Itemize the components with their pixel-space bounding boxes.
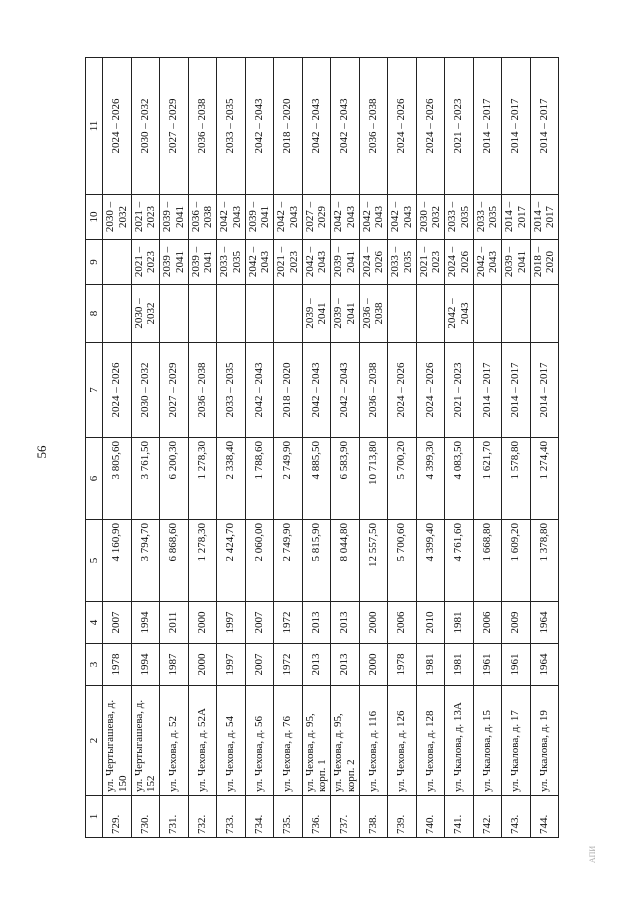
year-cell: 2013: [302, 602, 331, 644]
year-built-cell: 1978: [103, 644, 132, 686]
period-cell: 2036 – 2038: [359, 285, 388, 343]
period-cell: 2042 – 2043: [331, 343, 360, 438]
table-body: [103, 58, 559, 838]
header-cell: 11: [86, 58, 103, 195]
period-cell: 2021 – 2023: [445, 343, 474, 438]
address-cell: ул. Чертыгашева, д. 152: [131, 686, 160, 796]
period-cell: 2030 – 2032: [131, 343, 160, 438]
address-cell: ул. Чкалова, д. 19: [530, 686, 559, 796]
period-cell: 2042 – 2043: [245, 58, 274, 195]
period-cell: 2042 – 2043: [331, 58, 360, 195]
table-row: [416, 58, 445, 838]
total-area-cell: 1 278,30: [188, 520, 217, 602]
period-cell: 2039 – 2041: [245, 195, 274, 240]
table-row: [188, 58, 217, 838]
period-cell: 2042 – 2043: [388, 195, 417, 240]
total-area-cell: 5 700,60: [388, 520, 417, 602]
period-cell: 2018 – 2020: [274, 343, 303, 438]
total-area-cell: 8 044,80: [331, 520, 360, 602]
row-number: 737.: [331, 796, 360, 838]
period-cell: 2030 – 2032: [416, 195, 445, 240]
living-area-cell: 4 083,50: [445, 438, 474, 520]
row-number: 744.: [530, 796, 559, 838]
row-number: 729.: [103, 796, 132, 838]
row-number: 741.: [445, 796, 474, 838]
total-area-cell: 1 668,80: [473, 520, 502, 602]
address-cell: ул. Чехова, д. 95, корп. 1: [302, 686, 331, 796]
period-cell: 2039 – 2041: [331, 285, 360, 343]
period-cell: 2024 – 2026: [359, 240, 388, 285]
period-cell: [416, 285, 445, 343]
period-cell: 2036 – 2038: [359, 58, 388, 195]
table-row: [131, 58, 160, 838]
period-cell: 2039 – 2041: [302, 285, 331, 343]
address-cell: ул. Чехова, д. 128: [416, 686, 445, 796]
period-cell: 2027 – 2029: [160, 58, 189, 195]
row-number: 743.: [502, 796, 531, 838]
period-cell: [274, 285, 303, 343]
total-area-cell: 12 557,50: [359, 520, 388, 602]
period-cell: 2021 – 2023: [445, 58, 474, 195]
address-cell: ул. Чехова, д. 52А: [188, 686, 217, 796]
total-area-cell: 1 609,20: [502, 520, 531, 602]
address-cell: ул. Чехова, д. 116: [359, 686, 388, 796]
header-cell: 6: [86, 438, 103, 520]
row-number: 730.: [131, 796, 160, 838]
period-cell: 2033 – 2035: [388, 240, 417, 285]
year-cell: 2006: [473, 602, 502, 644]
living-area-cell: 3 761,50: [131, 438, 160, 520]
period-cell: 2039 – 2041: [188, 240, 217, 285]
period-cell: 2014 – 2017: [530, 195, 559, 240]
year-cell: 1964: [530, 602, 559, 644]
address-cell: ул. Чехова, д. 52: [160, 686, 189, 796]
row-number: 733.: [217, 796, 246, 838]
page-number: 56: [34, 445, 49, 459]
total-area-cell: 1 378,80: [530, 520, 559, 602]
rotated-table-container: [85, 58, 559, 838]
table-row: [217, 58, 246, 838]
year-cell: 1997: [217, 602, 246, 644]
table-row: [530, 58, 559, 838]
period-cell: 2039 – 2041: [160, 240, 189, 285]
year-built-cell: 1981: [445, 644, 474, 686]
period-cell: 2024 – 2026: [445, 240, 474, 285]
header-cell: 4: [86, 602, 103, 644]
living-area-cell: 1 621,70: [473, 438, 502, 520]
living-area-cell: 1 274,40: [530, 438, 559, 520]
living-area-cell: 1 578,80: [502, 438, 531, 520]
period-cell: 2027 – 2029: [160, 343, 189, 438]
period-cell: 2033 – 2035: [445, 195, 474, 240]
address-cell: ул. Чертыгашева, д. 150: [103, 686, 132, 796]
period-cell: 2042 – 2043: [445, 285, 474, 343]
living-area-cell: 1 788,60: [245, 438, 274, 520]
period-cell: 2042 – 2043: [302, 343, 331, 438]
row-number: 732.: [188, 796, 217, 838]
period-cell: 2042 – 2043: [302, 240, 331, 285]
year-built-cell: 1972: [274, 644, 303, 686]
table-row: [103, 58, 132, 838]
year-cell: 1981: [445, 602, 474, 644]
period-cell: 2014 – 2017: [502, 58, 531, 195]
year-built-cell: 1978: [388, 644, 417, 686]
period-cell: 2030 – 2032: [131, 58, 160, 195]
table-row: [445, 58, 474, 838]
year-cell: 2006: [388, 602, 417, 644]
period-cell: 2039 – 2041: [160, 195, 189, 240]
header-cell: 2: [86, 686, 103, 796]
period-cell: 2024 – 2026: [416, 58, 445, 195]
address-cell: ул. Чехова, д. 54: [217, 686, 246, 796]
period-cell: [502, 285, 531, 343]
period-cell: 2042 – 2043: [245, 343, 274, 438]
year-cell: 1972: [274, 602, 303, 644]
period-cell: 2024 – 2026: [103, 58, 132, 195]
total-area-cell: 2 749,90: [274, 520, 303, 602]
period-cell: 2014 – 2017: [473, 343, 502, 438]
year-cell: 2000: [188, 602, 217, 644]
period-cell: 2033 – 2035: [217, 58, 246, 195]
period-cell: 2033 – 2035: [217, 343, 246, 438]
year-cell: 2007: [245, 602, 274, 644]
period-cell: 2042 – 2043: [331, 195, 360, 240]
year-built-cell: 1961: [473, 644, 502, 686]
period-cell: [188, 285, 217, 343]
address-cell: ул. Чехова, д. 56: [245, 686, 274, 796]
period-cell: 2036 – 2038: [359, 343, 388, 438]
year-built-cell: 1994: [131, 644, 160, 686]
year-built-cell: 2000: [188, 644, 217, 686]
year-built-cell: 2000: [359, 644, 388, 686]
period-cell: 2030 – 2032: [103, 195, 132, 240]
period-cell: 2014 – 2017: [473, 58, 502, 195]
address-cell: ул. Чкалова, д. 15: [473, 686, 502, 796]
period-cell: [473, 285, 502, 343]
housing-table: [85, 57, 559, 838]
period-cell: 2042 – 2043: [274, 195, 303, 240]
period-cell: [530, 285, 559, 343]
row-number: 736.: [302, 796, 331, 838]
header-cell: 3: [86, 644, 103, 686]
year-cell: 2011: [160, 602, 189, 644]
living-area-cell: 10 713,80: [359, 438, 388, 520]
period-cell: 2027 – 2029: [302, 195, 331, 240]
period-cell: [217, 285, 246, 343]
address-cell: ул. Чехова, д. 76: [274, 686, 303, 796]
period-cell: 2042 – 2043: [245, 240, 274, 285]
period-cell: 2021 – 2023: [131, 195, 160, 240]
living-area-cell: 4 399,30: [416, 438, 445, 520]
period-cell: 2030 – 2032: [131, 285, 160, 343]
living-area-cell: 1 278,30: [188, 438, 217, 520]
header-cell: 5: [86, 520, 103, 602]
row-number: 739.: [388, 796, 417, 838]
row-number: 734.: [245, 796, 274, 838]
year-cell: 2009: [502, 602, 531, 644]
total-area-cell: 4 160,90: [103, 520, 132, 602]
year-cell: 2007: [103, 602, 132, 644]
year-built-cell: 1964: [530, 644, 559, 686]
period-cell: [103, 285, 132, 343]
period-cell: 2021 – 2023: [131, 240, 160, 285]
period-cell: 2018 – 2020: [530, 240, 559, 285]
total-area-cell: 4 399,40: [416, 520, 445, 602]
period-cell: 2033 – 2035: [473, 195, 502, 240]
period-cell: 2014 – 2017: [502, 195, 531, 240]
header-row: [86, 58, 103, 838]
period-cell: 2024 – 2026: [388, 343, 417, 438]
living-area-cell: 2 338,40: [217, 438, 246, 520]
period-cell: 2014 – 2017: [502, 343, 531, 438]
year-cell: 2000: [359, 602, 388, 644]
period-cell: 2036 – 2038: [188, 195, 217, 240]
year-cell: 1994: [131, 602, 160, 644]
period-cell: [388, 285, 417, 343]
year-cell: 2010: [416, 602, 445, 644]
year-cell: 2013: [331, 602, 360, 644]
total-area-cell: 5 815,90: [302, 520, 331, 602]
period-cell: 2014 – 2017: [530, 343, 559, 438]
period-cell: 2042 – 2043: [473, 240, 502, 285]
period-cell: 2024 – 2026: [388, 58, 417, 195]
period-cell: 2042 – 2043: [359, 195, 388, 240]
period-cell: 2039 – 2041: [331, 240, 360, 285]
period-cell: 2033 – 2035: [217, 240, 246, 285]
period-cell: 2024 – 2026: [103, 343, 132, 438]
living-area-cell: 3 805,60: [103, 438, 132, 520]
table-row: [245, 58, 274, 838]
row-number: 742.: [473, 796, 502, 838]
period-cell: 2024 – 2026: [416, 343, 445, 438]
total-area-cell: 3 794,70: [131, 520, 160, 602]
row-number: 738.: [359, 796, 388, 838]
year-built-cell: 1981: [416, 644, 445, 686]
year-built-cell: 2013: [302, 644, 331, 686]
living-area-cell: 6 200,30: [160, 438, 189, 520]
table-row: [274, 58, 303, 838]
header-cell: 9: [86, 240, 103, 285]
address-cell: ул. Чкалова, д. 13А: [445, 686, 474, 796]
year-built-cell: 2013: [331, 644, 360, 686]
period-cell: 2039 – 2041: [502, 240, 531, 285]
table-row: [359, 58, 388, 838]
address-cell: ул. Чехова, д. 126: [388, 686, 417, 796]
living-area-cell: 4 885,50: [302, 438, 331, 520]
period-cell: 2018 – 2020: [274, 58, 303, 195]
year-built-cell: 1997: [217, 644, 246, 686]
living-area-cell: 5 700,20: [388, 438, 417, 520]
total-area-cell: 6 868,60: [160, 520, 189, 602]
total-area-cell: 4 761,60: [445, 520, 474, 602]
living-area-cell: 2 749,90: [274, 438, 303, 520]
living-area-cell: 6 583,90: [331, 438, 360, 520]
table-row: [160, 58, 189, 838]
period-cell: 2021 – 2023: [416, 240, 445, 285]
period-cell: 2042 – 2043: [302, 58, 331, 195]
period-cell: 2014 – 2017: [530, 58, 559, 195]
total-area-cell: 2 424,70: [217, 520, 246, 602]
table-row: [473, 58, 502, 838]
header-cell: 10: [86, 195, 103, 240]
year-built-cell: 1987: [160, 644, 189, 686]
header-cell: 8: [86, 285, 103, 343]
table-row: [302, 58, 331, 838]
period-cell: 2036 – 2038: [188, 58, 217, 195]
table-row: [388, 58, 417, 838]
row-number: 740.: [416, 796, 445, 838]
total-area-cell: 2 060,00: [245, 520, 274, 602]
period-cell: 2042 – 2043: [217, 195, 246, 240]
period-cell: [245, 285, 274, 343]
period-cell: 2021 – 2023: [274, 240, 303, 285]
stamp-mark: АПИ: [588, 845, 598, 864]
table-row: [331, 58, 360, 838]
year-built-cell: 1961: [502, 644, 531, 686]
table-row: [502, 58, 531, 838]
period-cell: 2036 – 2038: [188, 343, 217, 438]
header-cell: 1: [86, 796, 103, 838]
period-cell: [103, 240, 132, 285]
address-cell: ул. Чкалова, д. 17: [502, 686, 531, 796]
address-cell: ул. Чехова, д. 95, корп. 2: [331, 686, 360, 796]
row-number: 731.: [160, 796, 189, 838]
row-number: 735.: [274, 796, 303, 838]
period-cell: [160, 285, 189, 343]
header-cell: 7: [86, 343, 103, 438]
year-built-cell: 2007: [245, 644, 274, 686]
